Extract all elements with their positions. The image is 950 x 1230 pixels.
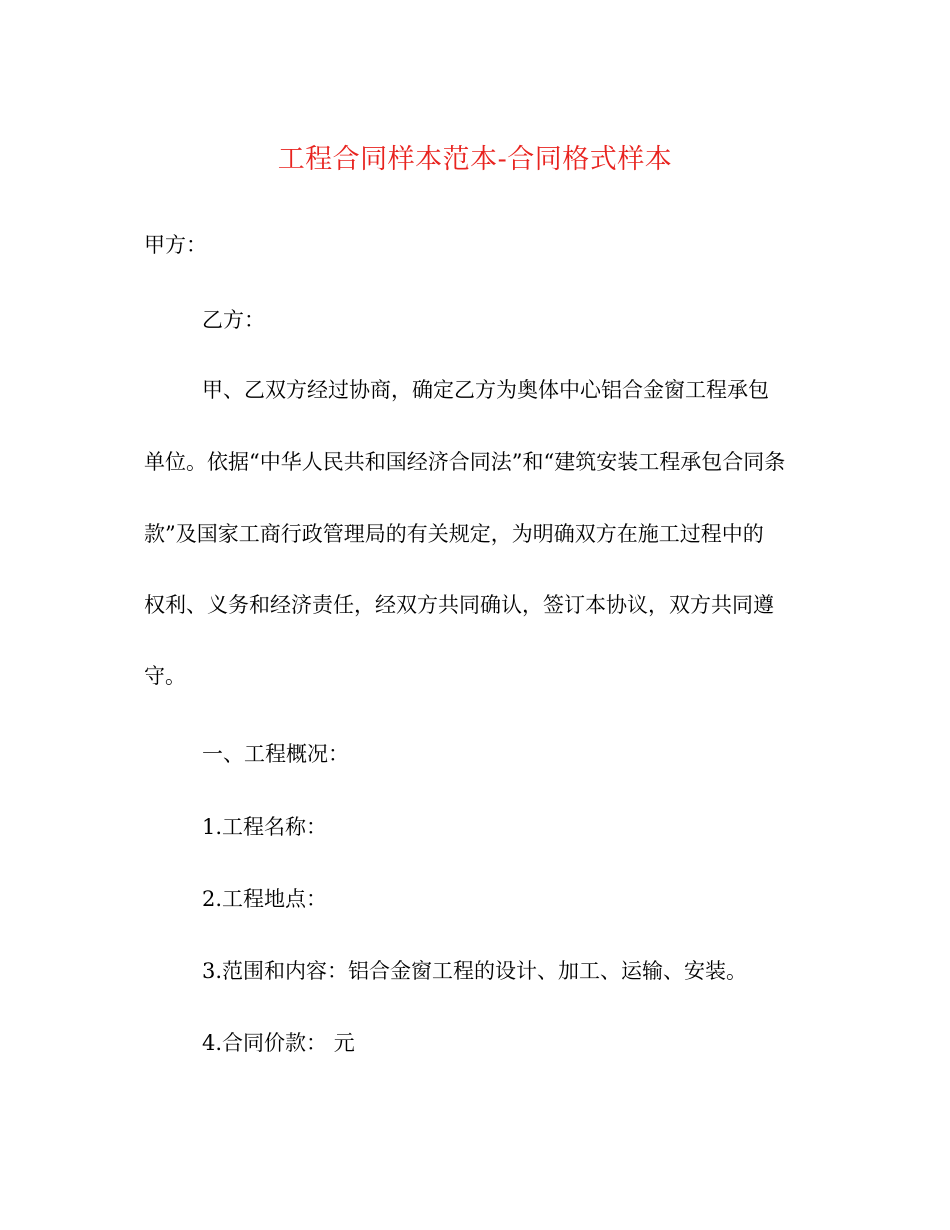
intro-line: 权利、义务和经济责任，经双方共同确认，签订本协议，双方共同遵 bbox=[144, 593, 774, 617]
intro-line: 守。 bbox=[144, 664, 186, 688]
list-item: 2.工程地点： bbox=[202, 887, 328, 911]
party-b-label: 乙方： bbox=[202, 308, 265, 332]
party-a-label: 甲方： bbox=[144, 233, 207, 257]
document-title: 工程合同样本范本-合同格式样本 bbox=[277, 144, 673, 175]
intro-line: 甲、乙双方经过协商，确定乙方为奥体中心铝合金窗工程承包 bbox=[202, 378, 769, 402]
list-item: 4.合同价款： 元 bbox=[202, 1031, 355, 1055]
intro-line: 单位。依据“中华人民共和国经济合同法”和“建筑安装工程承包合同条 bbox=[144, 450, 786, 474]
section-heading: 一、工程概况： bbox=[202, 742, 349, 766]
list-item: 1.工程名称： bbox=[202, 815, 328, 839]
intro-line: 款”及国家工商行政管理局的有关规定，为明确双方在施工过程中的 bbox=[144, 522, 764, 546]
list-item: 3.范围和内容：铝合金窗工程的设计、加工、运输、安装。 bbox=[202, 959, 748, 983]
